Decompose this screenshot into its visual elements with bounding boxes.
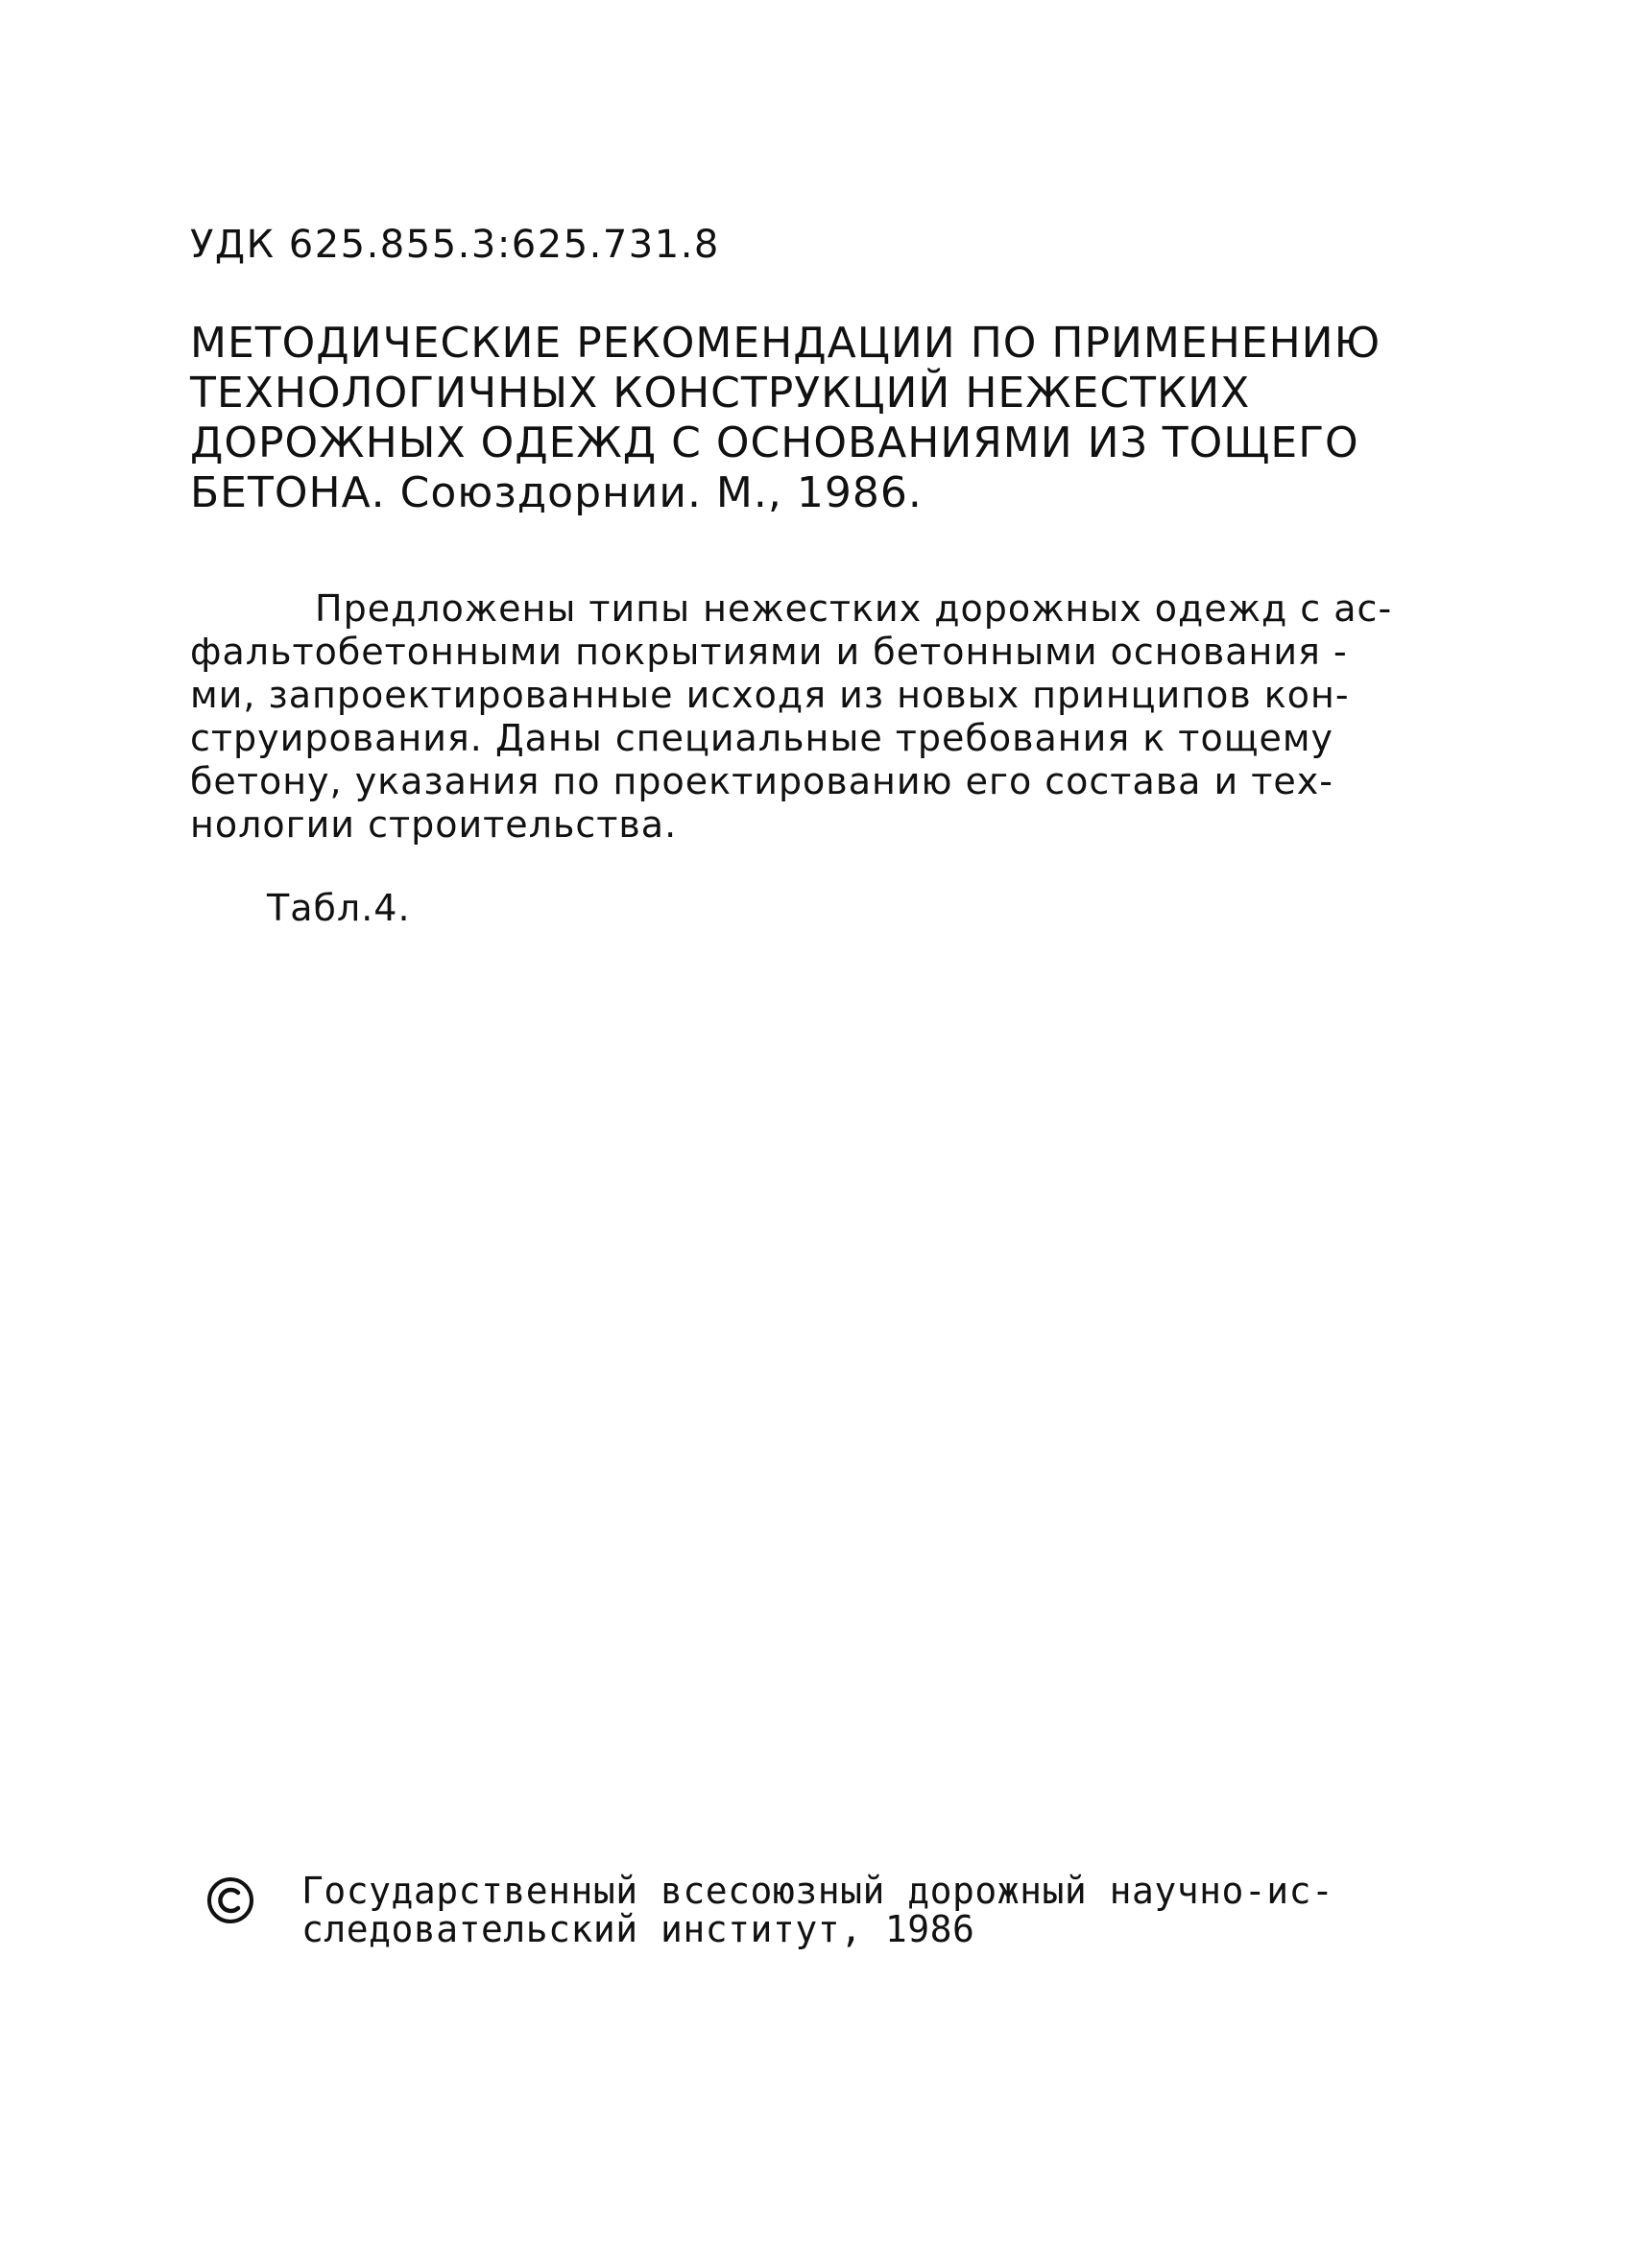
abstract-line: бетону, указания по проектированию его состава и тех- (190, 760, 1333, 802)
title-line: ДОРОЖНЫХ ОДЕЖД С ОСНОВАНИЯМИ ИЗ ТОЩЕГО (190, 418, 1359, 467)
udk-code: УДК 625.855.3:625.731.8 (190, 223, 720, 267)
copyright-icon (205, 1875, 255, 1930)
abstract-line: фальтобетонными покрытиями и бетонными основания - (190, 631, 1348, 673)
abstract-line: ми, запроектированные исходя из новых принципов кон- (190, 674, 1350, 716)
copyright-line: следовательский институт, 1986 (301, 1908, 975, 1950)
copyright-text (301, 1872, 1333, 1948)
abstract-line: нологии строительства. (190, 803, 678, 846)
abstract-line: струирования. Даны специальные требования к тощему (190, 717, 1334, 759)
title-line: ТЕХНОЛОГИЧНЫХ КОНСТРУКЦИЙ НЕЖЕСТКИХ (190, 369, 1251, 418)
title-line: БЕТОНА. Союздорнии. М., 1986. (190, 468, 923, 517)
title-line: МЕТОДИЧЕСКИЕ РЕКОМЕНДАЦИИ ПО ПРИМЕНЕНИЮ (190, 319, 1381, 368)
copyright-block (205, 1872, 1453, 1968)
abstract (190, 587, 1438, 847)
copyright-line: Государственный всесоюзный дорожный научно-ис- (301, 1870, 1334, 1912)
abstract-line: Предложены типы нежестких дорожных одежд с ас- (315, 587, 1393, 630)
tables-count-note: Табл.4. (267, 887, 411, 929)
document-title (190, 319, 1438, 518)
